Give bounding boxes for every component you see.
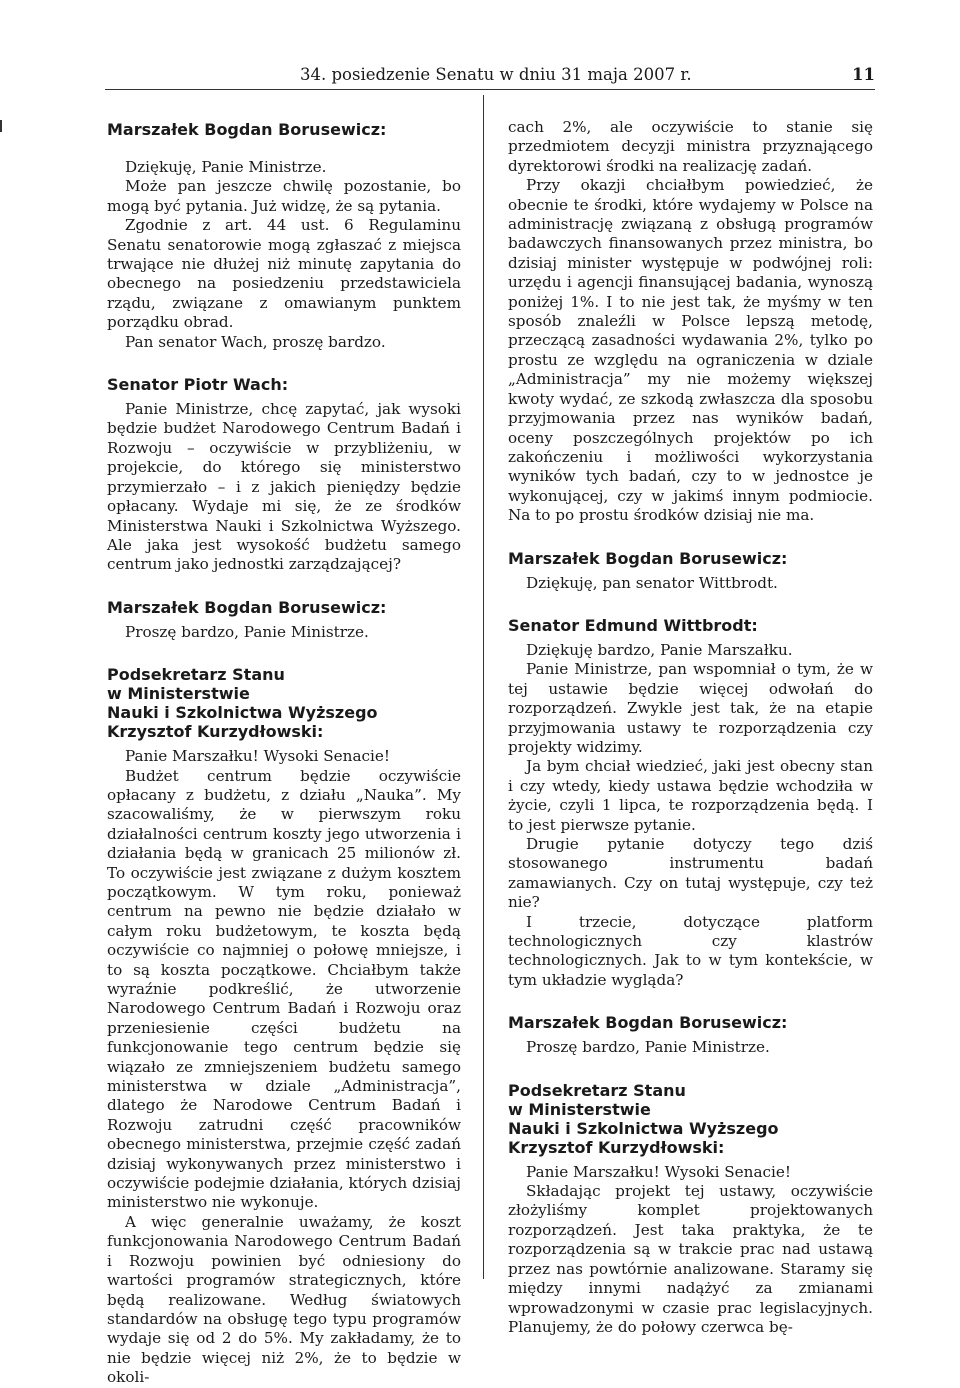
speaker-name-line: Podsekretarz Stanu	[508, 1080, 686, 1100]
speech-block	[107, 120, 461, 352]
speech-paragraph: Składając projekt tej ustawy, oczywiście złożyliśmy komplet projektowanych rozporządzeń. Jest taka praktyka, że te rozporządzenia są w trakcie prac nad ustawą przez nas powtórnie analizowane. Staramy się między innymi nadążyć za zmianami wprowadzonymi w czasie prac legislacyjnych. Planujemy, że do połowy czerwca bę-	[508, 1182, 873, 1336]
speech-paragraph: I trzecie, dotyczące platform technologicznych czy klastrów technologicznych. Jak to w tym kontekście, w tym układzie wygląda?	[508, 912, 873, 989]
speech-block	[508, 1081, 873, 1338]
speaker-name	[107, 665, 461, 741]
speech-paragraph: Przy okazji chciałbym powiedzieć, że obecnie te środki, które wydajemy w Polsce na administrację związaną z obsługą programów badawczych finansowanych przez ministra, bo dzisiaj minister występuje w podwójnej roli: urzędu i agencji finansującej badania, wynoszą poniżej 1%. I to nie jest tak, że myśmy w ten sposób znaleźli w Polsce lepszą metodę, przeczącą zasadności wydawania 2%, tylko po prostu ze względu na ograniczenia w dziale „Administracja” my nie możemy większej kwoty wydać, ze szkodą zwłaszcza dla sposobu przyjmowania przez nas wyników badań, oceny poszczególnych projektów po ich zakończeniu i możliwości wykorzystania wyników tych badań, czy to w jednostce je wykonującej, czy w jakimś innym podmiocie. Na to po prostu środków dzisiaj nie ma.	[508, 176, 873, 525]
speech-paragraph: Budżet centrum będzie oczywiście opłacany z budżetu, z działu „Nauka”. My szacowaliśmy, że w pierwszym roku działalności centrum koszty jego utworzenia i działania będą w granicach 25 milionów zł. To oczywiście jest związane z dużym kosztem początkowym. W tym roku, ponieważ centrum na pewno nie będzie działało w całym roku budżetowym, te koszta będą oczywiście co najmniej o połowę mniejsze, i to są koszta początkowe. Chciałbym także wyraźnie podkreślić, że utworzenie Narodowego Centrum Badań i Rozwoju oraz przeniesienie części budżetu na funkcjonowanie tego centrum będzie się wiązało ze zmniejszeniem budżetu samego ministerstwa w dziale „Administracja”, dlatego że Narodowe Centrum Badań i Rozwoju zatrudni część pracowników obecnego ministerstwa, przejmie część zadań dzisiaj wykonywanych przez ministerstwo i oczywiście podejmie działania, których dzisiaj ministerstwo nie wykonuje.	[107, 766, 461, 1212]
speech-paragraph: Panie Ministrze, pan wspomniał o tym, że w tej ustawie będzie więcej odwołań do rozporządzeń. Zwykle jest tak, że na etapie przyjmowania ustawy te rozporządzenia czy projekty widzimy.	[508, 660, 873, 756]
speech-paragraph: Proszę bardzo, Panie Ministrze.	[125, 622, 369, 641]
page-number: 11	[852, 65, 875, 84]
speaker-name-line: Nauki i Szkolnictwa Wyższego	[107, 703, 378, 723]
header-rule	[105, 89, 875, 90]
speech-paragraph: Proszę bardzo, Panie Ministrze.	[526, 1038, 770, 1057]
speech-continuation	[508, 118, 873, 526]
speech-paragraph: Panie Ministrze, chcę zapytać, jak wysoki będzie budżet Narodowego Centrum Badań i Rozwoju – oczywiście w przybliżeniu, w projekcie, do którego się ministerstwo przymierzało – i z jakich pieniędzy będzie opłacany. Wydaje mi się, że ze środków Ministerstwa Nauki i Szkolnictwa Wyższego. Ale jaka jest wysokość budżetu samego centrum jako jednostki zarządzającej?	[107, 400, 461, 574]
speech-paragraph: Pan senator Wach, proszę bardzo.	[125, 332, 386, 351]
speech-block	[508, 1013, 873, 1057]
page-header-title: 34. posiedzenie Senatu w dniu 31 maja 2007 r.	[300, 65, 692, 84]
column-divider	[483, 95, 484, 1279]
speech-block	[107, 598, 461, 642]
speech-paragraph: Dziękuję bardzo, Panie Marszałku.	[526, 640, 793, 659]
speaker-name: Marszałek Bogdan Borusewicz:	[508, 1013, 788, 1033]
right-column	[508, 118, 873, 1337]
speaker-name-line: w Ministerstwie	[508, 1099, 651, 1119]
speech-paragraph: Drugie pytanie dotyczy tego dziś stosowanego instrumentu badań zamawianych. Czy on tutaj występuje, czy też nie?	[508, 835, 873, 912]
speech-paragraph: Dziękuję, Panie Ministrze.	[125, 158, 327, 176]
speaker-name: Marszałek Bogdan Borusewicz:	[107, 597, 387, 617]
speech-paragraph: cach 2%, ale oczywiście to stanie się przedmiotem decyzji ministra przyznającego dyrektorowi środki na realizację zadań.	[508, 118, 873, 175]
speaker-name-line: Krzysztof Kurzydłowski:	[508, 1137, 725, 1157]
speaker-name	[508, 1081, 873, 1157]
speech-block	[508, 616, 873, 990]
speech-paragraph: A więc generalnie uważamy, że koszt funkcjonowania Narodowego Centrum Badań i Rozwoju powinien być odniesiony do wartości programów strategicznych, które będą realizowane. Według światowych standardów na obsługę tego typu programów wydaje się od 2 do 5%. My zakładamy, że to nie będzie więcej niż 2%, że to będzie w okoli-	[107, 1212, 461, 1387]
page-header	[0, 62, 960, 92]
speech-paragraph: Może pan jeszcze chwilę pozostanie, bo mogą być pytania. Już widzę, że są pytania.	[107, 177, 461, 215]
speech-paragraph: Ja bym chciał wiedzieć, jaki jest obecny stan i czy wtedy, kiedy ustawa będzie wchodziła w życie, czyli 1 lipca, te rozporządzenia będą. I to jest pierwsze pytanie.	[508, 757, 873, 834]
speaker-name-line: Nauki i Szkolnictwa Wyższego	[508, 1118, 779, 1138]
speaker-name: Marszałek Bogdan Borusewicz:	[508, 548, 788, 568]
speech-block	[107, 665, 461, 1387]
speech-block	[107, 375, 461, 575]
speaker-name: Senator Edmund Wittbrodt:	[508, 615, 758, 635]
speaker-name-line: w Ministerstwie	[107, 684, 250, 704]
speaker-name: Senator Piotr Wach:	[107, 375, 289, 395]
speech-block	[508, 549, 873, 593]
speech-paragraph: Panie Marszałku! Wysoki Senacie!	[526, 1162, 791, 1181]
speech-paragraph: Panie Marszałku! Wysoki Senacie!	[125, 747, 390, 766]
speaker-name: Marszałek Bogdan Borusewicz:	[107, 120, 387, 139]
speaker-name-line: Podsekretarz Stanu	[107, 665, 285, 685]
page-edge-mark	[0, 120, 2, 132]
left-column	[107, 118, 461, 1388]
speech-paragraph: Dziękuję, pan senator Wittbrodt.	[526, 573, 778, 592]
speaker-name-line: Krzysztof Kurzydłowski:	[107, 722, 324, 742]
speech-paragraph: Zgodnie z art. 44 ust. 6 Regulaminu Senatu senatorowie mogą zgłaszać z miejsca trwające nie dłużej niż minutę zapytania do obecnego na posiedzeniu przedstawiciela rządu, związane z omawianym punktem porządku obrad.	[107, 216, 461, 332]
